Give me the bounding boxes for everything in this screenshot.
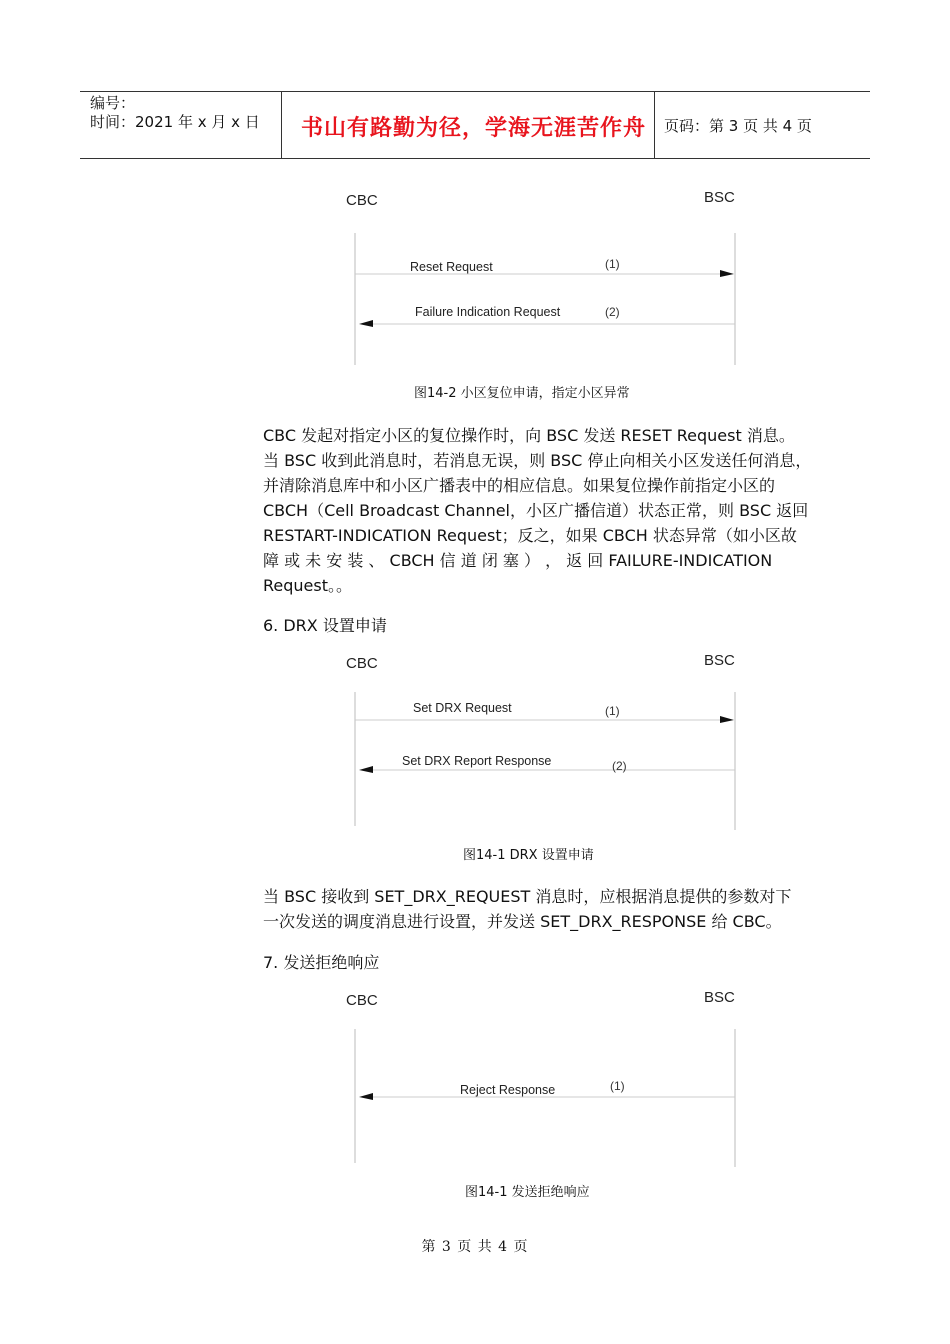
diagram2-message-2-num: (2)	[612, 759, 627, 773]
diagram1-message-2-label: Failure Indication Request	[415, 305, 561, 319]
paragraph1-line: 障 或 未 安 装 、 CBCH 信 道 闭 塞 ） ， 返 回 FAILURE-INDICATION	[263, 551, 773, 570]
header-motto: 书山有路勤为径，学海无涯苦作舟	[301, 116, 647, 141]
diagram3-message-1-label: Reject Response	[460, 1083, 556, 1097]
header-top-border	[80, 91, 870, 92]
diagram3-entity-left: CBC	[346, 992, 378, 1009]
paragraph1-line: 当 BSC 收到此消息时，若消息无误，则 BSC 停止向相关小区发送任何消息，	[263, 451, 812, 470]
figure-caption-3: 图14-1 发送拒绝响应	[465, 1185, 590, 1200]
page-footer: 第 3 页 共 4 页	[421, 1239, 529, 1255]
diagram3-entity-right: BSC	[704, 989, 735, 1006]
section-title-drx: 6. DRX 设置申请	[263, 616, 387, 635]
diagram2-message-1-arrowhead	[720, 716, 734, 723]
header-bottom-border	[80, 158, 870, 159]
diagram1-entity-left: CBC	[346, 192, 378, 209]
section-title-reject: 7. 发送拒绝响应	[263, 953, 380, 972]
paragraph1-line: 并清除消息库中和小区广播表中的相应信息。如果复位操作前指定小区的	[263, 476, 776, 495]
diagram1-entity-right: BSC	[704, 189, 735, 206]
sequence-diagram-reject	[340, 985, 750, 1175]
diagram3-message-1-arrowhead	[359, 1093, 373, 1100]
paragraph-drx-description	[263, 884, 823, 934]
paragraph2-line: 当 BSC 接收到 SET_DRX_REQUEST 消息时，应根据消息提供的参数对下	[263, 887, 792, 906]
paragraph1-line: CBC 发起对指定小区的复位操作时，向 BSC 发送 RESET Request 消息。	[263, 426, 795, 445]
paragraph-reset-description	[263, 423, 823, 598]
sequence-diagram-reset	[340, 185, 750, 375]
diagram2-message-2-arrowhead	[359, 766, 373, 773]
sequence-diagram-drx	[340, 648, 750, 838]
diagram2-message-2-label: Set DRX Report Response	[402, 754, 552, 768]
diagram1-message-1-num: (1)	[605, 257, 620, 271]
diagram1-message-2-arrowhead	[359, 320, 373, 327]
diagram2-entity-left: CBC	[346, 655, 378, 672]
diagram1-message-2-num: (2)	[605, 305, 620, 319]
header-number-label: 编号：	[90, 94, 136, 112]
paragraph1-line: CBCH（Cell Broadcast Channel，小区广播信道）状态正常，则 BSC 返回	[263, 501, 809, 520]
figure-caption-2: 图14-1 DRX 设置申请	[463, 848, 594, 863]
diagram1-message-1-label: Reset Request	[410, 260, 493, 274]
figure-caption-1: 图14-2 小区复位申请，指定小区异常	[414, 386, 630, 401]
header-divider-left	[281, 91, 282, 159]
diagram2-entity-right: BSC	[704, 652, 735, 669]
diagram2-message-1-label: Set DRX Request	[413, 701, 512, 715]
paragraph1-line: RESTART-INDICATION Request；反之，如果 CBCH 状态异常（如小区故	[263, 526, 797, 545]
header-time-label: 时间：2021 年 x 月 x 日	[90, 113, 260, 131]
header-page-label: 页码：第 3 页 共 4 页	[664, 117, 812, 135]
paragraph2-line: 一次发送的调度消息进行设置，并发送 SET_DRX_RESPONSE 给 CBC。	[263, 912, 782, 931]
paragraph1-line: Request。。	[263, 576, 352, 595]
diagram1-message-1-arrowhead	[720, 270, 734, 277]
header-divider-right	[654, 91, 655, 159]
diagram3-message-1-num: (1)	[610, 1079, 625, 1093]
diagram2-message-1-num: (1)	[605, 704, 620, 718]
